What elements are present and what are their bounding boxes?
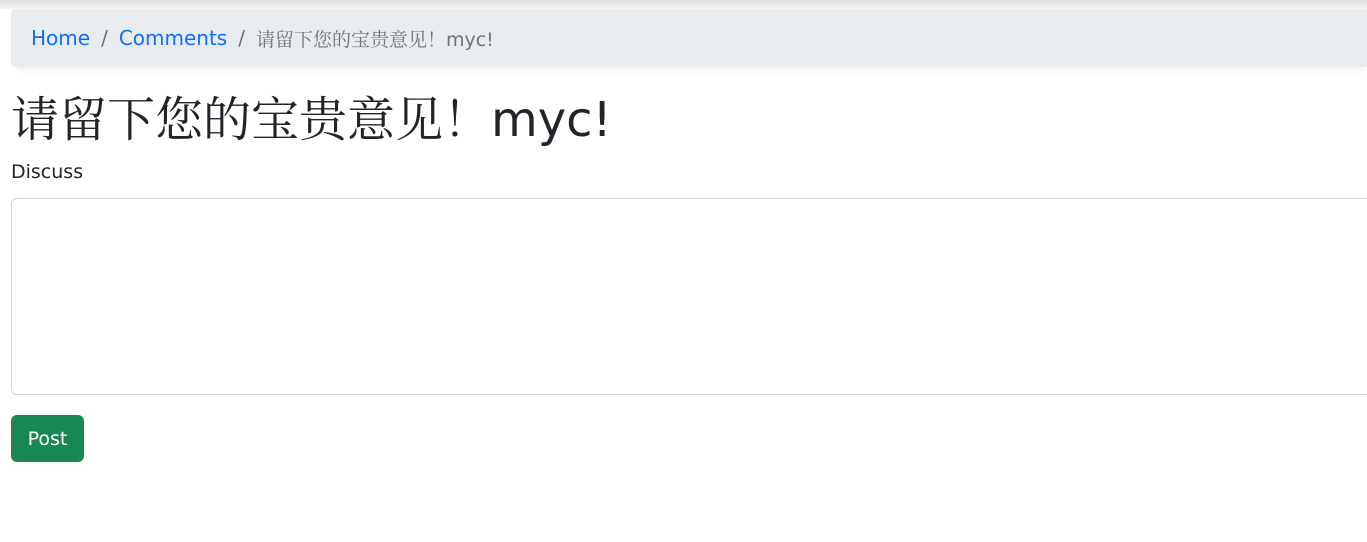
discuss-textarea[interactable] (11, 198, 1367, 395)
breadcrumb-separator: / (238, 26, 245, 50)
discuss-label: Discuss (11, 161, 84, 183)
breadcrumb-separator: / (101, 26, 108, 50)
page-title: 请留下您的宝贵意见！myc! (11, 92, 612, 148)
breadcrumb-comments-link[interactable]: Comments (118, 26, 228, 50)
post-button[interactable]: Post (11, 415, 84, 462)
breadcrumb-home-link[interactable]: Home (31, 26, 91, 50)
breadcrumb (11, 9, 1367, 67)
top-shade (0, 0, 1367, 9)
breadcrumb-current: 请留下您的宝贵意见！myc! (255, 28, 494, 51)
